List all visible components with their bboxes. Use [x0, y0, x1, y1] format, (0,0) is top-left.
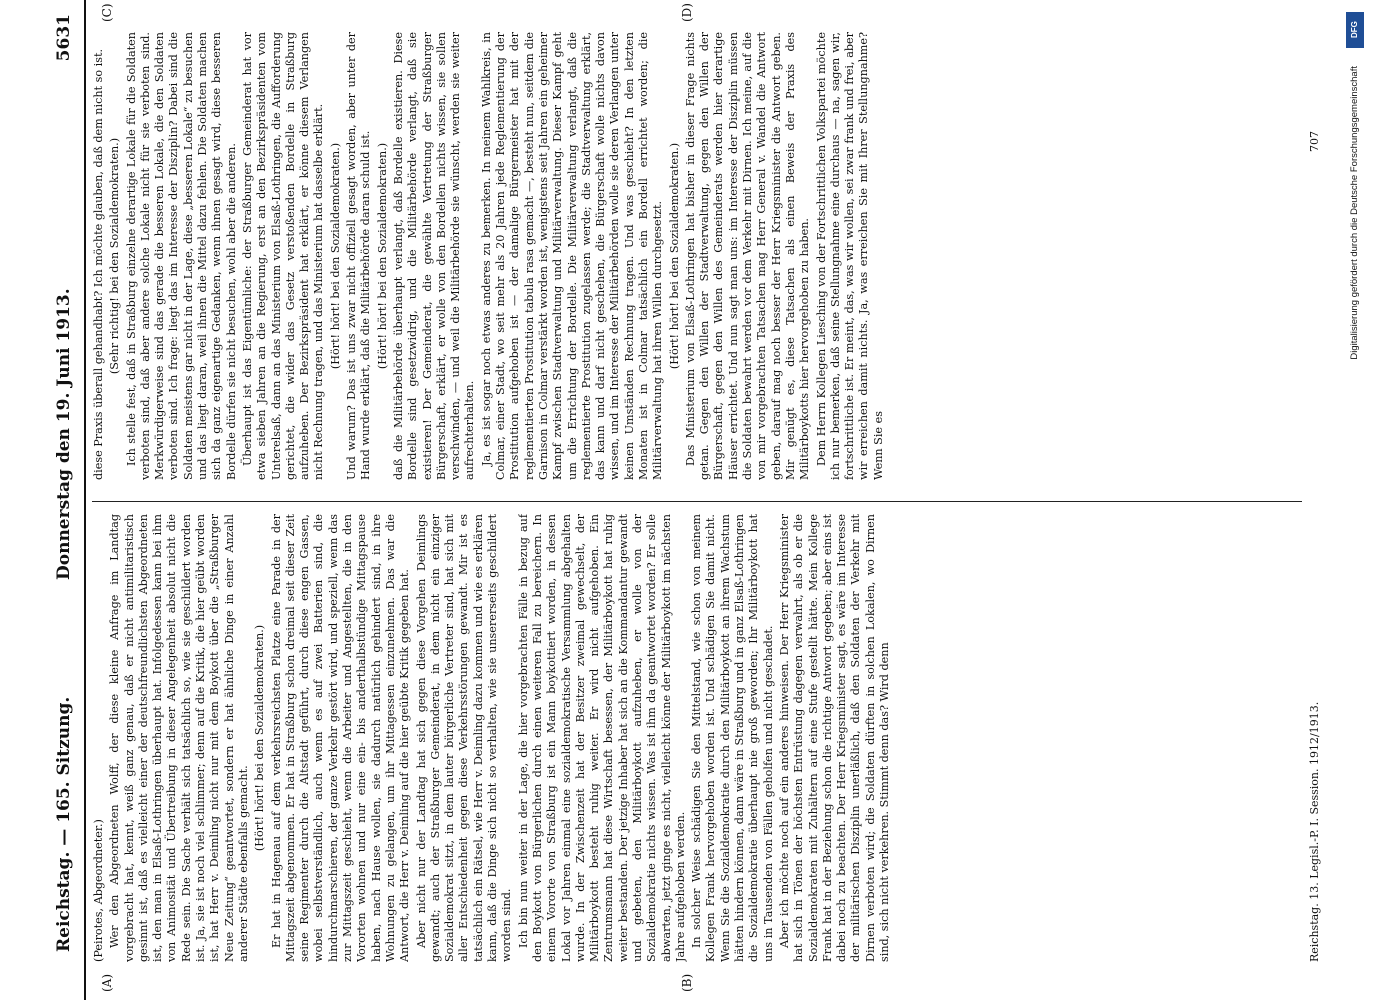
margin-marker-c: (C)	[100, 3, 114, 22]
paragraph: Aber nicht nur der Landtag hat sich gegen diese Vorgehen Deimlings gewandt; auch der Straßburger Gemeinderat, in dem nicht ein einziger Sozialdemokrat sitzt, in dem lauter bürgerliche Vertreter sind, hat sich mit aller Entschiedenheit gegen diese Verkehrsstörungen gewandt. Mir ist es tatsächlich ein Rätsel, wie Herr v. Deimling dazu kommen und wie es erklären kann, daß die Dinge sich nicht so verhalten, wie sie unsererseits geschildert worden sind.	[414, 514, 514, 962]
paragraph: diese Praxis überall gehandhabt? Ich möchte glauben, daß dem nicht so ist.	[92, 48, 105, 480]
rotated-content	[40, 0, 1340, 1000]
margin-marker-d: (D)	[680, 3, 694, 22]
page-header	[40, 0, 86, 1000]
dfg-sidebar	[1343, 6, 1371, 996]
paragraph: Aber ich möchte noch auf ein anderes hinweisen. Der Herr Kriegsminister hat sich in Tönen der höchsten Entrüstung dagegen verwahrt, als ob er die Sozialdemokraten mit Zuhältern auf eine Stufe gestellt hätte. Mein Kollege Frank hat in der Beziehung schon die richtige Antwort gegeben; aber eins ist dabei noch zu beachten. Der Herr Kriegsminister sagt, es wäre im Interesse der militärischen Disziplin unerläßlich, daß den Soldaten der Verkehr mit Dirnen verboten wird; die Soldaten dürften in solchen Lokalen, wo Dirnen sind, sich nicht verkehren. Stimmt denn das? Wird denn	[777, 514, 892, 962]
paragraph: In solcher Weise schädigen Sie den Mittelstand, wie schon von meinem Kollegen Frank hervorgehoben worden ist. Und schädigen Sie damit nicht. Wenn Sie die Sozialdemokratie durch den Militärboykott an ihrem Wachstum hätten hindern können, dann wäre in Straßburg und in ganz Elsaß-Lothringen die Sozialdemokratie überhaupt nie groß geworden; Ihr Militärboykott hat uns in Tausenden von Fällen geholfen und nicht geschadet.	[690, 514, 775, 962]
page-footer	[1308, 62, 1321, 962]
header-page-number: 5631	[54, 14, 74, 62]
left-column	[92, 514, 1312, 962]
header-date: Donnerstag den 19. Juni 1913.	[54, 288, 74, 580]
paragraph: Und warum? Das ist uns zwar nicht offiziell gesagt worden, aber unter der Hand wurde erklärt, daß die Militärbehörde daran schuld ist.	[345, 32, 373, 480]
interjection: (Hört! hört! bei den Sozialdemokraten.)	[253, 624, 267, 852]
interjection: (Hört! hört! bei den Sozialdemokraten.)	[667, 142, 681, 370]
paragraph: Das Ministerium von Elsaß-Lothringen hat bisher in dieser Frage nichts getan. Gegen den Willen der Stadtverwaltung, gegen den Willen der Bürgerschaft, gegen den Willen des Gemeinderats werden hier derartige Häuser errichtet. Und nun sagt man uns: im Interesse der Disziplin müssen die Soldaten bewahrt werden vor dem Verkehr mit Dirnen. Ich meine, auf die von mir vorgebrachten Tatsachen mag Herr General v. Wandel die Antwort geben, darauf mag noch besser der Herr Kriegsminister die Antwort geben. Mir genügt es, diese Tatsachen als einen Beweis der Praxis des Militärboykotts hier hervorgehoben zu haben.	[683, 32, 812, 480]
paragraph: Ich stelle fest, daß in Straßburg einzelne derartige Lokale für die Soldaten verboten sind, daß aber andere solche Lokale nicht für sie verboten sind. Merkwürdigerweise sind das gerade die besseren Lokale, die den Soldaten verboten sind. Ich frage: liegt das im Interesse der Disziplin? Dabei sind die Soldaten meistens gar nicht in der Lage, diese „besseren Lokale“ zu besuchen und das liegt daran, weil ihnen die Mittel dazu fehlen. Die Soldaten machen sich da ganz eigenartige Gedanken, wenn ihnen gesagt wird, diese besseren Bordelle dürfen sie nicht besuchen, wohl aber die anderen.	[124, 32, 238, 480]
paragraph: Ich bin nun weiter in der Lage, die hier vorgebrachten Fälle in bezug auf den Boykott von Bürgerlichen durch einen weiteren Fall zu bereichern. In einem Vororte von Straßburg ist ein Mann boykottiert worden, in dessen Lokal vor Jahren einmal eine sozialdemokratische Versammlung abgehalten wurde. In der Zwischenzeit hat der Besitzer zweimal gewechselt, der Militärboykott besteht ruhig weiter. Er wird nicht aufgehoben. Ein Zentrumsmann hat diese Wirtschaft besessen, der Militärboykott hat ruhig weiter bestanden. Der jetzige Inhaber hat sich an die Kommandantur gewandt und gebeten, den Militärboykott aufzuheben, er wolle von der Sozialdemokratie nichts wissen. Was ist ihm da geantwortet worden? Er solle abwarten, jetzt ginge es nicht, vielleicht könne der Militärboykott im nächsten Jahre aufgehoben werden.	[516, 514, 687, 962]
footer-page-number: 707	[1308, 131, 1321, 152]
dfg-credit-text: Digitalisierung gefördert durch die Deutsche Forschungsgemeinschaft	[1349, 66, 1360, 360]
paragraph: Wer den Abgeordneten Wolff, der diese kleine Anfrage im Landtag vorgebracht hat, kennt, weiß ganz genau, daß er nicht antimilitaristisch gesinnt ist, daß es vielleicht einer der deutschfreundlichsten Abgeordneten ist, den man in Elsaß-Lothringen überhaupt hat. Infolgedessen kann bei ihm von Animosität und Übertreibung in dieser Angelegenheit absolut nicht die Rede sein. Die Sache verhält sich tatsächlich so, wie sie geschildert worden ist. Ja, sie ist noch viel schlimmer; denn auf die Kritik, die hier geübt worden ist, hat Herr v. Deimling nicht nur mit dem Boykott über die „Straßburger Neue Zeitung“ geantwortet, sondern er hat ähnliche Dinge in einer Anzahl anderer Städte ebenfalls gemacht.	[108, 514, 250, 962]
interjection: (Hört! hört! bei den Sozialdemokraten.)	[328, 142, 342, 370]
column-divider	[92, 501, 1302, 502]
interjection: (Hört! hört! bei den Sozialdemokraten.)	[375, 142, 389, 370]
right-column	[92, 32, 1312, 480]
paragraph: Überhaupt ist das Eigentümliche: der Straßburger Gemeinderat hat vor etwa sieben Jahren an die Regierung, erst an den Bezirkspräsidenten vom Unterelsaß, dann an das Ministerium von Elsaß-Lothringen, die Aufforderung gerichtet, die wider das Gesetz verstoßenden Bordelle in Straßburg aufzuheben. Der Bezirkspräsident hat erklärt, er könne diesem Verlangen nicht Rechnung tragen, und das Ministerium hat dasselbe erklärt.	[240, 32, 326, 480]
footer-session: Reichstag. 13. Legisl.-P. I. Session. 1912/1913.	[1308, 701, 1321, 962]
paragraph: Dem Herrn Kollegen Liesching von der Fortschrittlichen Volkspartei möchte ich nur bemerken, daß seine Stellungnahme eine durchaus — na, sagen wir, fortschrittliche ist. Er meint, das, was wir wollen, sei zwar frank und frei, aber wir erreichen damit nichts. Ja, was erreichen Sie mit Ihrer Stellungnahme? Wenn Sie es	[814, 32, 885, 480]
paragraph: Ja, es ist sogar noch etwas anderes zu bemerken. In meinem Wahlkreis, in Colmar, einer Stadt, wo seit mehr als 20 Jahren jede Reglementierung der Prostitution aufgehoben ist — der damalige Bürgermeister hat mit der reglementierten Prostitution tabula rasa gemacht —, besteht nun, seitdem die Garnison in Colmar verstärkt worden ist, wenigstens seit Jahren ein geheimer Kampf zwischen Stadtverwaltung und Militärverwaltung. Dieser Kampf geht um die Errichtung der Bordelle. Die Militärverwaltung verlangt, daß die reglementierte Prostitution zugelassen werde; die Stadtverwaltung erklärt, das kann und darf nicht geschehen, die Bürgerschaft wolle nichts davon wissen, und im Interesse der Militärbehörden wolle sie deren Verlangen unter keinen Umständen Rechnung tragen. Und was geschieht? In den letzten Monaten ist in Colmar tatsächlich ein Bordell errichtet worden; die Militärverwaltung hat ihren Willen durchgesetzt.	[479, 32, 665, 480]
paragraph: Er hat in Hagenau auf dem verkehrsreichsten Platze eine Parade in der Mittagszeit abgenommen. Er hat in Straßburg schon dreimal seit dieser Zeit seine Regimenter durch die Altstadt geführt, durch diese engen Gassen, wobei selbstverständlich, auch wenn es auf zwei Batterien sind, die hindurchmarschieren, der ganze Verkehr gestört wird, und speziell, wenn das zur Mittagszeit geschieht, wenn die Arbeiter und Angestellten, die in den Vororten wohnen und nur eine ein- bis anderthalbstündige Mittagspause haben, nach Hause wollen, sie dadurch natürlich gehindert sind, in ihre Wohnungen zu gelangen, um ihr Mittagessen einzunehmen. Das war die Antwort, die Herr v. Deimling auf die hier geübte Kritik gegeben hat.	[269, 514, 412, 962]
paragraph: (Peirotes, Abgeordneter.)	[92, 819, 105, 962]
header-left: Reichstag. — 165. Sitzung.	[54, 696, 74, 952]
interjection: (Sehr richtig! bei den Sozialdemokraten.)	[108, 137, 122, 375]
dfg-logo: DFG	[1346, 12, 1364, 48]
margin-marker-b: (B)	[680, 973, 694, 992]
margin-marker-a: (A)	[100, 973, 114, 992]
paragraph: daß die Militärbehörde überhaupt verlangt, daß Bordelle existieren. Diese Bordelle sind gesetzwidrig, und die Militärbehörde verlangt, daß sie existieren! Der Gemeinderat, die gewählte Vertretung der Straßburger Bürgerschaft, erklärt, er wolle von den Bordellen nichts wissen, sie sollen verschwinden, — und weil die Militärbehörde sie wünscht, werden sie weiter aufrechterhalten.	[391, 32, 477, 480]
